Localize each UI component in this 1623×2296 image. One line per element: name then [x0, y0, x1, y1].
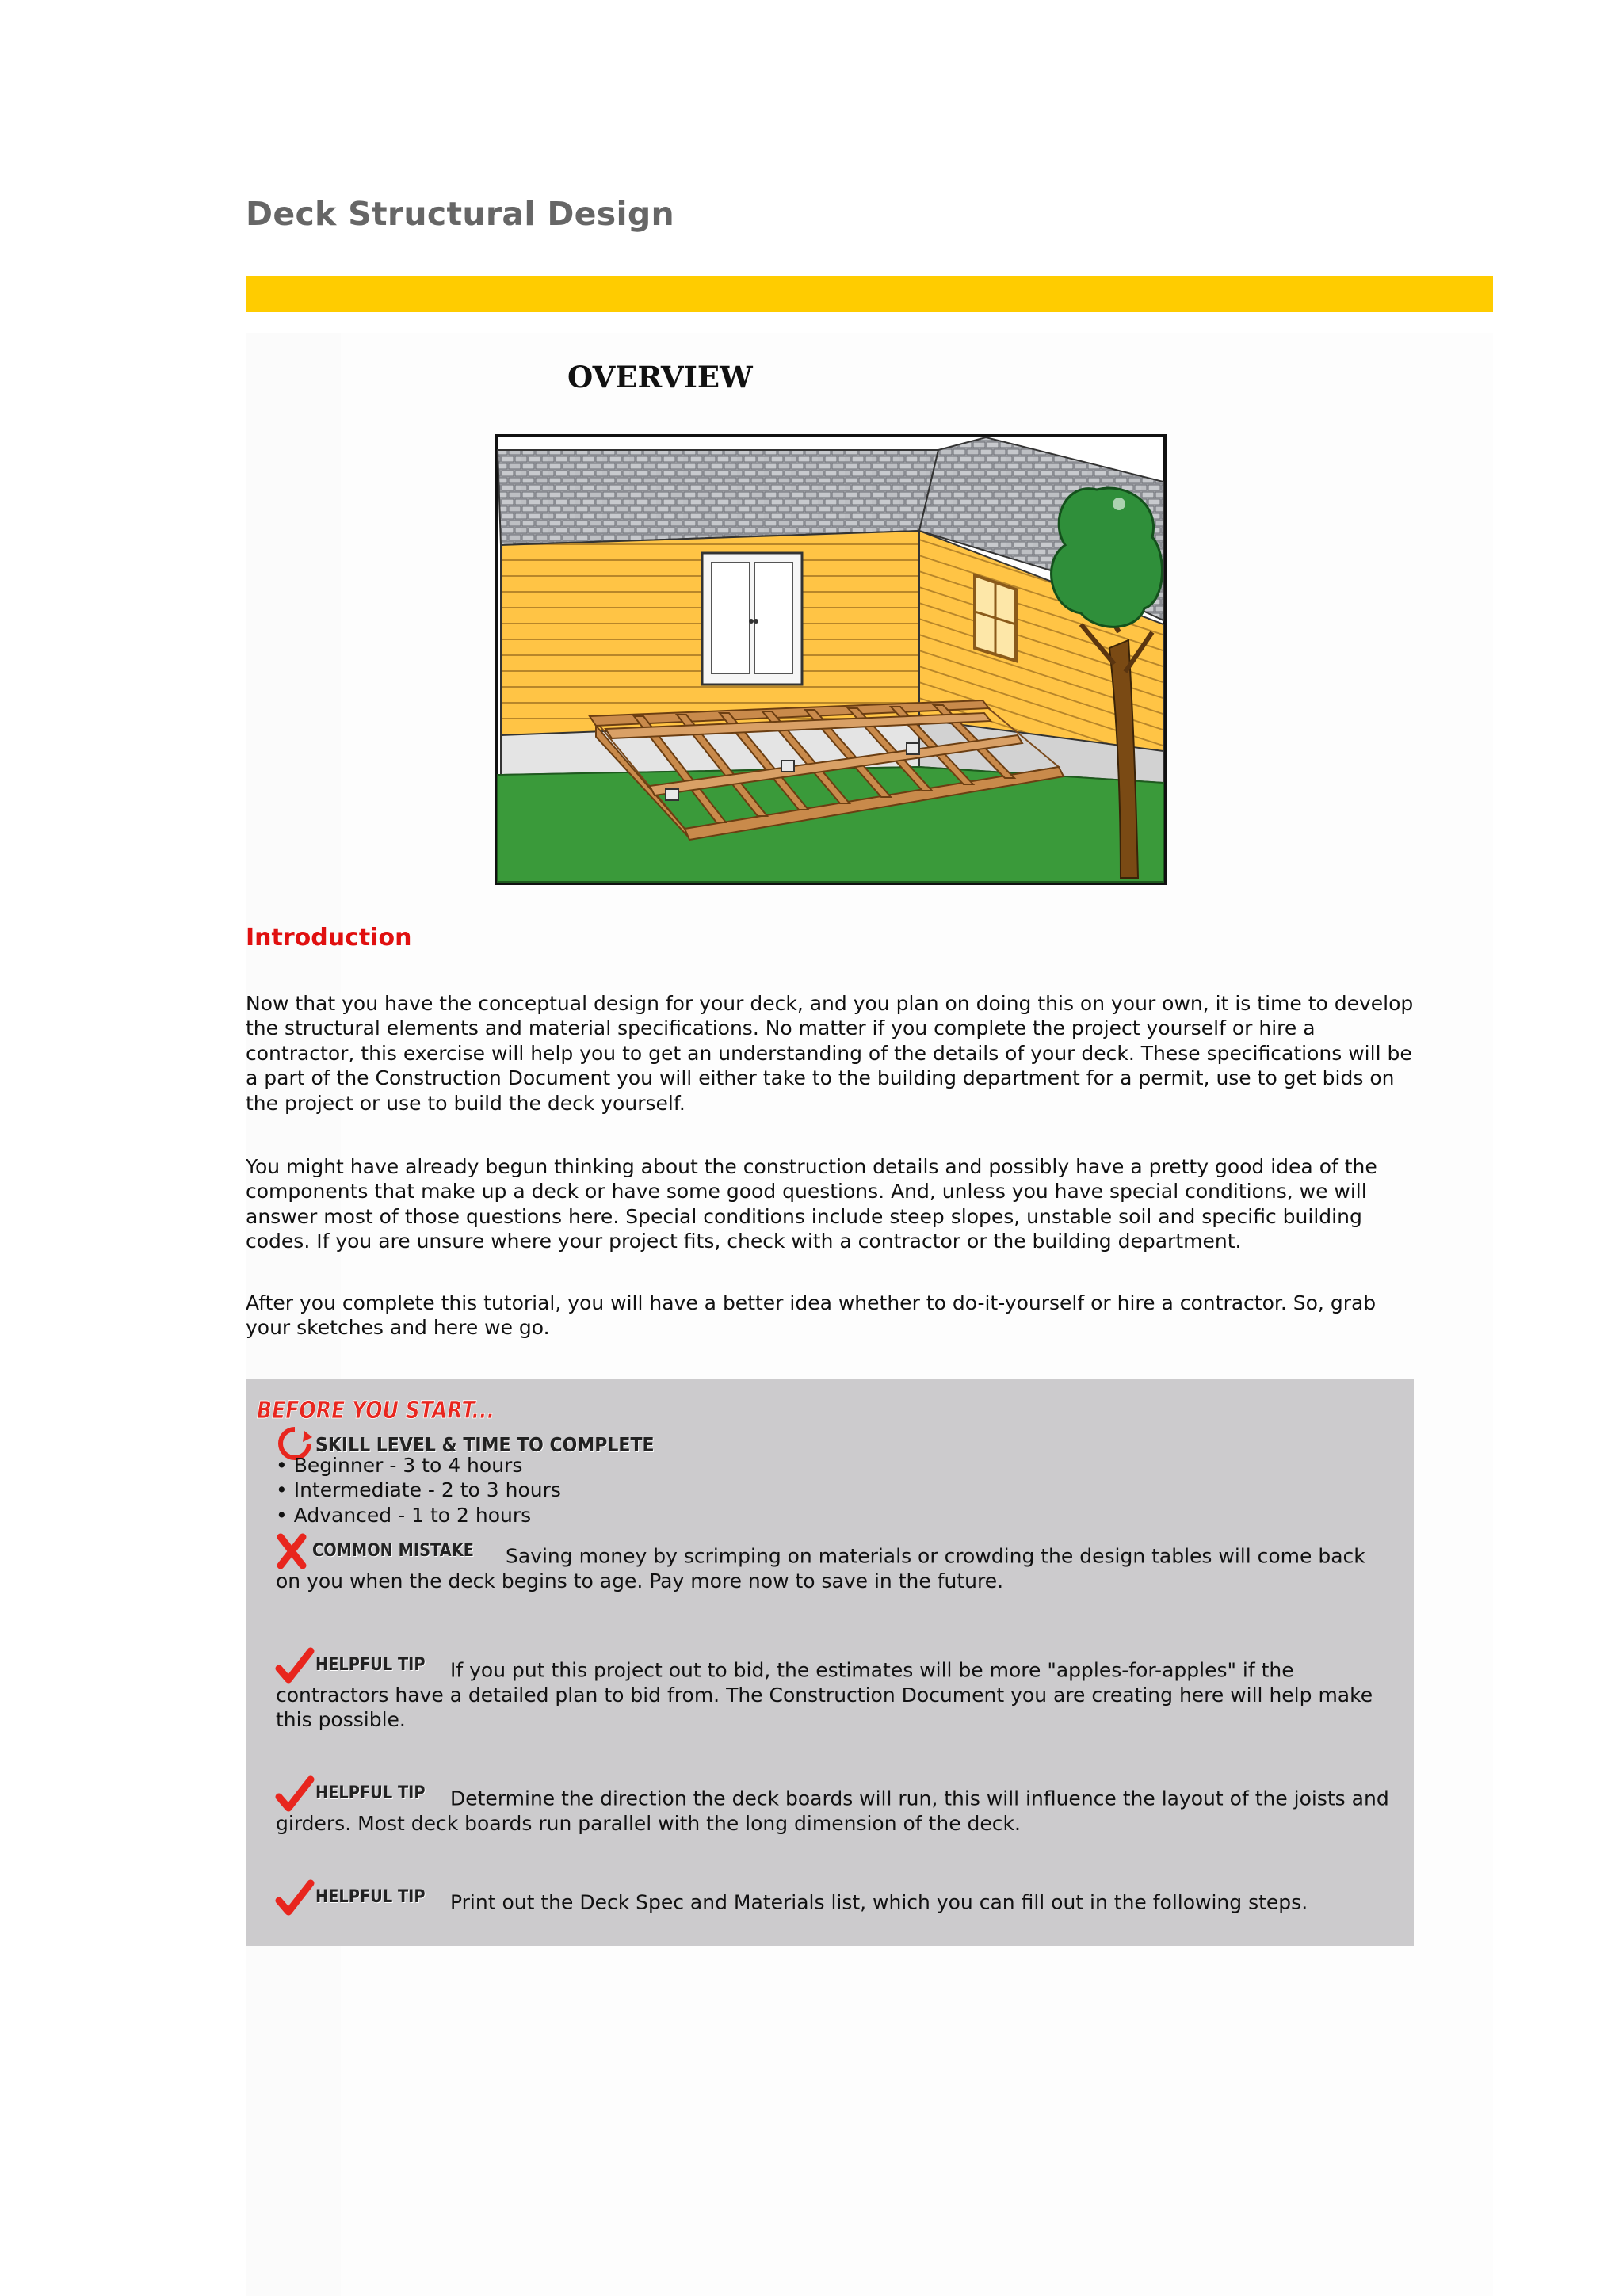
deck-framing-illustration — [495, 434, 1167, 885]
before-you-start-label: BEFORE YOU START... — [257, 1397, 495, 1425]
introduction-heading: Introduction — [246, 924, 412, 952]
common-mistake-badge — [276, 1534, 506, 1569]
helpful-tip-block-2 — [276, 1776, 1395, 1836]
level-advanced: • Advanced - 1 to 2 hours — [276, 1503, 532, 1527]
intro-paragraph-3: After you complete this tutorial, you will have a better idea whether to do-it-yourself or hire a contractor. So, grab your sketches and here we go. — [246, 1291, 1377, 1340]
helpful-tip-text-1: If you put this project out to bid, the estimates will be more "apples-for-apples" if the contractors have a detailed plan to bid from. The Construction Document you are creating here will help make this possible. — [276, 1658, 1373, 1732]
level-intermediate: • Intermediate - 2 to 3 hours — [276, 1478, 561, 1502]
helpful-tip-badge-1 — [276, 1648, 450, 1683]
page-title: Deck Structural Design — [246, 195, 674, 233]
common-mistake-label: COMMON MISTAKE — [312, 1541, 474, 1561]
helpful-tip-block-1 — [276, 1648, 1395, 1733]
helpful-tip-block-3 — [276, 1880, 1395, 1915]
helpful-tip-text-2: Determine the direction the deck boards will run, this will influence the layout of the joists and girders. Most deck boards run parallel with the long dimension of the deck. — [276, 1787, 1389, 1835]
common-mistake-block — [276, 1534, 1395, 1593]
checkmark-icon — [276, 1648, 314, 1683]
checkmark-icon — [276, 1880, 314, 1915]
skill-level-list — [276, 1453, 561, 1527]
skill-level-label: SKILL LEVEL & TIME TO COMPLETE — [315, 1433, 655, 1456]
helpful-tip-label-1: HELPFUL TIP — [315, 1655, 426, 1675]
helpful-tip-text-3: Print out the Deck Spec and Materials list, which you can fill out in the following steps. — [450, 1890, 1308, 1914]
level-beginner: • Beginner - 3 to 4 hours — [276, 1454, 523, 1477]
before-you-start-box — [246, 1379, 1414, 1946]
helpful-tip-label-3: HELPFUL TIP — [315, 1887, 426, 1907]
helpful-tip-badge-2 — [276, 1776, 450, 1811]
intro-paragraph-2: You might have already begun thinking about the construction details and possibly have a pretty good idea of the components that make up a deck or have some good questions. And, unless you have special conditions, we will answer most of those questions here. Special conditions include steep slopes, unstable soil and specific building codes. If you are unsure where your project fits, check with a contractor or the building department. — [246, 1155, 1377, 1253]
helpful-tip-label-2: HELPFUL TIP — [315, 1783, 426, 1803]
before-you-start-header — [254, 1393, 507, 1425]
checkmark-icon — [276, 1776, 314, 1811]
title-banner-bar — [246, 276, 1493, 312]
intro-paragraph-1: Now that you have the conceptual design for your deck, and you plan on doing this on your own, it is time to develop the structural elements and material specifications. No matter if you complete the project yourself or hire a contractor, this exercise will help you to get an understanding of the details of your deck. These specifications will be a part of the Construction Document you will either take to the building department for a permit, use to get bids on the project or use to build the deck yourself. — [246, 992, 1414, 1115]
overview-heading: OVERVIEW — [567, 360, 753, 395]
red-x-icon — [276, 1534, 307, 1569]
common-mistake-text: Saving money by scrimping on materials or crowding the design tables will come back on you when the deck begins to age. Pay more now to save in the future. — [276, 1544, 1365, 1592]
helpful-tip-badge-3 — [276, 1880, 450, 1915]
